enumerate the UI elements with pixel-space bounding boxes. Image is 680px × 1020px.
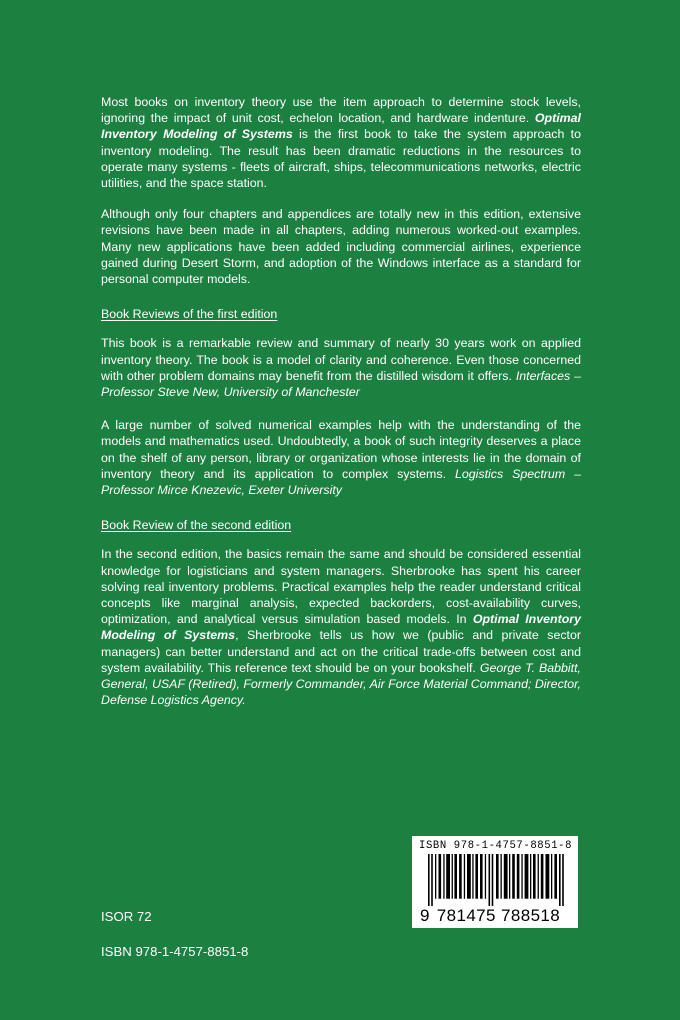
blurb-text-column [101,94,581,724]
review-second-edition-attribution: George T. Babbitt, General, USAF (Retired), Formerly Commander, Air Force Material Command; Director, Defense Logistics Agency. [101,660,581,708]
blurb-paragraph-1-after-title: is the first book to take the system approach to inventory modeling. The result has been dramatic reductions in the resources to operate many systems - fleets of aircraft, ships, telecommunications networks, electric utilities, and the space station. [101,127,581,191]
book-title-inline: Optimal Inventory Modeling of Systems [101,111,581,142]
barcode-bars [419,854,571,906]
barcode-lead-digit: 9 [420,906,430,925]
book-title-inline-2: Optimal Inventory Modeling of Systems [101,612,581,643]
heading-book-review-second-edition: Book Review of the second edition [101,518,292,533]
imprint-block [101,890,248,978]
barcode-isbn-label: ISBN 978-1-4757-8851-8 [419,840,573,852]
review-second-edition [101,546,581,708]
review-first-edition-1-body: This book is a remarkable review and summary of nearly 30 years work on applied inventory theory. The book is a model of clarity and coherence. Even those concerned with other problem domains may benefit from the distilled wisdom it offers. [101,336,581,383]
review-first-edition-2 [101,417,581,498]
review-first-edition-1-attribution: Interfaces – Professor Steve New, University of Manchester [101,368,581,400]
barcode-digits-row [419,907,571,925]
blurb-paragraph-1 [101,94,581,191]
series-number: ISOR 72 [101,908,152,924]
isbn-barcode [412,836,578,928]
review-first-edition-2-body: A large number of solved numerical examples help with the understanding of the models and mathematics used. Undoubtedly, a book of such integrity deserves a place on the shelf of any person, library or organization whose interests lie in the domain of inventory theory and its application to complex systems. [101,418,581,481]
blurb-paragraph-2: Although only four chapters and appendices are totally new in this edition, extensive revisions have been made in all chapters, adding numerous worked-out examples. Many new applications have been added including commercial airlines, experience gained during Desert Storm, and adoption of the Windows interface as a standard for personal computer models. [101,207,581,287]
review-first-edition-2-attribution: Logistics Spectrum – Professor Mirce Knezevic, Exeter University [101,466,581,498]
review-second-edition-body-before-title: In the second edition, the basics remain the same and should be considered essential knowledge for logisticians and system managers. Sherbrooke has spent his career solving real inventory problems. Practical examples help the reader understand critical concepts like marginal analysis, expected backorders, cost-availability curves, optimization, and analytical versus simulation based models. In [101,547,581,627]
barcode-main-digits: 781475 788518 [436,906,561,925]
review-first-edition-1 [101,335,581,400]
review-second-edition-body-after-title: , Sherbrooke tells us how we (public and private sector managers) can better understand and act on the critical trade-offs between cost and system availability. This reference text should be on your bookshelf. [101,628,581,675]
isbn-text: ISBN 978-1-4757-8851-8 [101,943,249,959]
blurb-paragraph-1-before-title: Most books on inventory theory use the item approach to determine stock levels, ignoring the impact of unit cost, echelon location, and hardware indenture. [101,95,581,126]
heading-book-reviews-first-edition: Book Reviews of the first edition [101,307,278,322]
